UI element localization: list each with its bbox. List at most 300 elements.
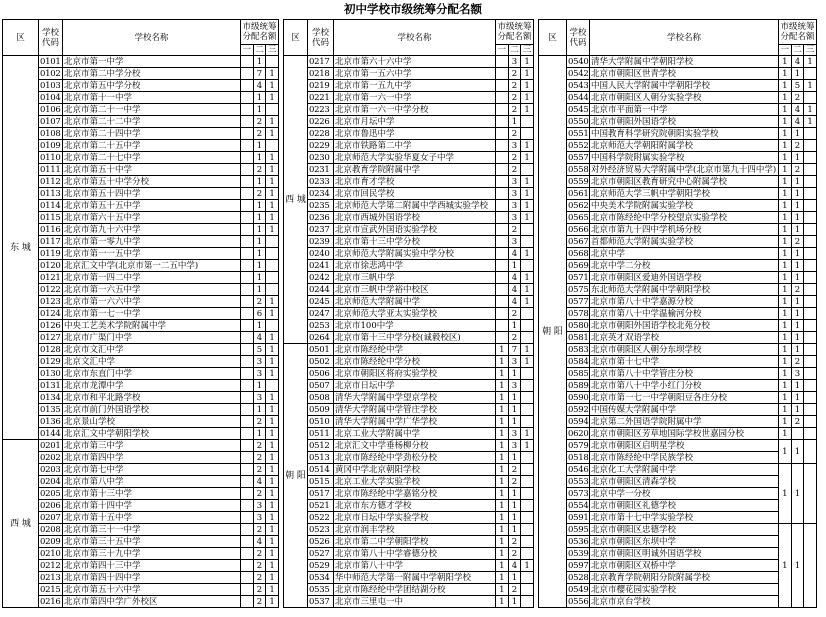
quota-3: 1 bbox=[804, 80, 817, 92]
quota-1: 1 bbox=[779, 392, 792, 404]
school-code: 0122 bbox=[39, 284, 63, 296]
table-row bbox=[3, 404, 279, 416]
school-code: 0124 bbox=[39, 308, 63, 320]
quota-3 bbox=[521, 320, 534, 332]
school-code: 0206 bbox=[39, 500, 63, 512]
quota-1 bbox=[241, 440, 254, 452]
quota-2: 1 bbox=[253, 92, 266, 104]
quota-1: 1 bbox=[779, 380, 792, 392]
table-row bbox=[539, 236, 817, 248]
table-row bbox=[539, 392, 817, 404]
school-code: 0144 bbox=[39, 428, 63, 440]
quota-1: 1 bbox=[779, 188, 792, 200]
quota-1: 1 bbox=[779, 368, 792, 380]
school-code: 0216 bbox=[39, 596, 63, 608]
quota-3: 1 bbox=[521, 248, 534, 260]
school-name: 北京市第八十中学管庄分校 bbox=[590, 368, 779, 380]
quota-2: 1 bbox=[253, 248, 266, 260]
quota-1 bbox=[241, 596, 254, 608]
school-name: 北京市第二中学朝阳学校 bbox=[334, 536, 496, 548]
quota-3: 1 bbox=[266, 224, 279, 236]
school-code: 0215 bbox=[39, 584, 63, 596]
school-name: 北京市第十七中学实验学校 bbox=[590, 512, 779, 524]
table-row bbox=[539, 464, 817, 476]
quota-3: 1 bbox=[266, 572, 279, 584]
school-code: 0101 bbox=[39, 56, 63, 68]
table-row bbox=[539, 512, 817, 524]
school-name: 北京市润丰学校 bbox=[334, 524, 496, 536]
school-code: 0115 bbox=[39, 212, 63, 224]
quota-3: 1 bbox=[804, 116, 817, 128]
school-code: 0546 bbox=[568, 464, 589, 475]
school-name: 北京市西城外国语学校 bbox=[334, 212, 496, 224]
quota-1 bbox=[241, 236, 254, 248]
quota-2: 3 bbox=[508, 200, 521, 212]
quota-3 bbox=[521, 452, 534, 464]
school-name: 北京市第二十五中学 bbox=[63, 140, 241, 152]
table-row bbox=[3, 524, 279, 536]
table-row bbox=[3, 140, 279, 152]
quota-3: 1 bbox=[266, 488, 279, 500]
school-name: 北京师范大学附属实验中学分校 bbox=[334, 248, 496, 260]
school-code: 0219 bbox=[308, 80, 334, 92]
table-row bbox=[3, 560, 279, 572]
school-code: 0508 bbox=[308, 392, 334, 404]
quota-3 bbox=[804, 392, 817, 404]
district-header: 区 bbox=[3, 20, 39, 56]
quota-3 bbox=[804, 404, 817, 416]
school-name: 中央美术学院附属实验学校 bbox=[590, 200, 779, 212]
quota-2: 1 bbox=[253, 380, 266, 392]
quota-2: 4 bbox=[508, 272, 521, 284]
table-row bbox=[3, 344, 279, 356]
school-name: 北京市第二十七中学 bbox=[63, 152, 241, 164]
quota-2: 2 bbox=[791, 92, 804, 104]
quota-3 bbox=[804, 140, 817, 152]
school-name: 北京市陈经纶中学分校望京实验学校 bbox=[590, 212, 779, 224]
quota-2: 1 bbox=[253, 104, 266, 116]
school-code: 0202 bbox=[39, 452, 63, 464]
quota-3 bbox=[804, 296, 817, 308]
school-name: 北京市三里屯一中 bbox=[334, 596, 496, 608]
table-row bbox=[284, 536, 534, 548]
quota-2: 1 bbox=[253, 272, 266, 284]
school-code: 0107 bbox=[39, 116, 63, 128]
table-row bbox=[284, 56, 534, 68]
quota-3: 1 bbox=[266, 152, 279, 164]
school-name: 北京市朝阳区礼德学校 bbox=[590, 500, 779, 512]
school-name: 北京市第三十五中学 bbox=[63, 536, 241, 548]
school-code: 0501 bbox=[308, 344, 334, 356]
quota-2: 1 bbox=[791, 248, 804, 260]
table-row bbox=[539, 344, 817, 356]
quota-3: 1 bbox=[521, 104, 534, 116]
school-code: 0507 bbox=[308, 380, 334, 392]
school-code: 0242 bbox=[308, 272, 334, 284]
quota-1: 1 bbox=[779, 92, 792, 104]
quota-2: 1 bbox=[253, 140, 266, 152]
table-row bbox=[284, 284, 534, 296]
name-header: 学校名称 bbox=[590, 20, 779, 56]
school-name: 北京市第五十五中学 bbox=[63, 200, 241, 212]
quota-3: 1 bbox=[521, 56, 534, 68]
quota-3: 1 bbox=[266, 188, 279, 200]
table-row bbox=[284, 548, 534, 560]
school-name: 北京市第一五九中学 bbox=[334, 80, 496, 92]
quota-3: 1 bbox=[521, 284, 534, 296]
quota-3 bbox=[804, 200, 817, 212]
table-row bbox=[284, 128, 534, 140]
school-code: 0514 bbox=[308, 464, 334, 476]
quota-3: 1 bbox=[266, 176, 279, 188]
school-name: 北京英才双语学校 bbox=[590, 332, 779, 344]
quota-3: 1 bbox=[266, 560, 279, 572]
school-code: 0135 bbox=[39, 404, 63, 416]
school-name: 北京市三帆中学 bbox=[334, 272, 496, 284]
table-row bbox=[284, 500, 534, 512]
quota-3: 1 bbox=[266, 308, 279, 320]
school-code: 0513 bbox=[308, 452, 334, 464]
quota-3: 1 bbox=[804, 56, 817, 68]
quota-2: 3 bbox=[253, 392, 266, 404]
quota-3 bbox=[804, 272, 817, 284]
school-name: 北京市朝阳区东坝中学 bbox=[590, 536, 779, 548]
quota-1 bbox=[241, 80, 254, 92]
school-name: 北京市朝阳区忠德学校 bbox=[590, 524, 779, 536]
quota-3 bbox=[521, 512, 534, 524]
quota-2: 1 bbox=[253, 236, 266, 248]
quota-1: 1 bbox=[779, 80, 792, 92]
table-row bbox=[539, 404, 817, 416]
quota-3 bbox=[521, 524, 534, 536]
table-header bbox=[3, 20, 279, 56]
school-name: 北京市第四十四中学 bbox=[63, 572, 241, 584]
quota-3 bbox=[804, 176, 817, 188]
school-code: 0518 bbox=[568, 452, 589, 463]
quota-1: 1 bbox=[779, 236, 792, 248]
quota-2: 2 bbox=[253, 572, 266, 584]
quota-3: 1 bbox=[266, 92, 279, 104]
quota-1: 1 bbox=[779, 260, 792, 272]
quota-1: 1 bbox=[779, 176, 792, 188]
table-row bbox=[539, 428, 817, 440]
quota-3: 1 bbox=[521, 212, 534, 224]
table-row bbox=[3, 272, 279, 284]
table-row bbox=[539, 188, 817, 200]
school-code: 0109 bbox=[39, 140, 63, 152]
table-row bbox=[539, 476, 817, 488]
school-code: 0559 bbox=[568, 176, 589, 187]
table-row bbox=[539, 92, 817, 104]
quota-3: 1 bbox=[521, 176, 534, 188]
quota-1: 1 bbox=[496, 404, 509, 416]
district-label: 朝 阳 bbox=[539, 56, 567, 608]
quota-2: 1 bbox=[253, 404, 266, 416]
school-code: 0205 bbox=[39, 488, 63, 500]
school-name: 北京市第五十四中学 bbox=[63, 188, 241, 200]
school-name: 北京市第十七中学 bbox=[590, 356, 779, 368]
quota-3 bbox=[521, 476, 534, 488]
school-name: 北京市朝阳区爱迪外国语学校 bbox=[590, 272, 779, 284]
quota-1 bbox=[241, 272, 254, 284]
school-name: 北京市第一七一中学 bbox=[63, 308, 241, 320]
school-name: 北京师范大学亚太实验学校 bbox=[334, 308, 496, 320]
table-row bbox=[3, 512, 279, 524]
table-row bbox=[3, 80, 279, 92]
table-row bbox=[284, 152, 534, 164]
table-row bbox=[3, 392, 279, 404]
quota-3 bbox=[266, 320, 279, 332]
quota-1 bbox=[241, 560, 254, 572]
quota-3: 1 bbox=[266, 512, 279, 524]
quota-1 bbox=[241, 128, 254, 140]
school-name: 北京市第三十一中学 bbox=[63, 524, 241, 536]
quota-3: 1 bbox=[521, 200, 534, 212]
table-row bbox=[284, 104, 534, 116]
school-code: 0515 bbox=[308, 476, 334, 488]
school-name: 北京市第十四中学 bbox=[63, 500, 241, 512]
quota-2: 1 bbox=[791, 200, 804, 212]
school-name: 北京市第十五中学 bbox=[63, 512, 241, 524]
school-name: 北京市第一中学 bbox=[63, 56, 241, 68]
quota-3: 1 bbox=[521, 68, 534, 80]
quota-2: 1 bbox=[253, 260, 266, 272]
school-code: 0120 bbox=[39, 260, 63, 272]
table-row bbox=[3, 224, 279, 236]
table-row bbox=[3, 260, 279, 272]
table-row bbox=[3, 332, 279, 344]
quota-3: 1 bbox=[521, 344, 534, 356]
table-row bbox=[284, 404, 534, 416]
quota-2: 1 bbox=[791, 332, 804, 344]
quota-3: 1 bbox=[266, 344, 279, 356]
school-code: 0511 bbox=[308, 428, 334, 440]
quota-2: 2 bbox=[791, 164, 804, 176]
quota-2: 3 bbox=[253, 368, 266, 380]
school-code: 0529 bbox=[308, 560, 334, 572]
school-name: 北京市第一六一中学 bbox=[334, 92, 496, 104]
quota-1 bbox=[496, 176, 509, 188]
quota-1 bbox=[241, 524, 254, 536]
quota-3 bbox=[521, 164, 534, 176]
quota-2: 2 bbox=[508, 80, 521, 92]
quota-2: 2 bbox=[253, 464, 266, 476]
school-name: 北京市第十一中学 bbox=[63, 92, 241, 104]
table-row bbox=[539, 524, 817, 536]
quota-2: 2 bbox=[253, 116, 266, 128]
school-name: 北京市第五中学分校 bbox=[63, 80, 241, 92]
school-name: 北京市第四中学广外校区 bbox=[63, 596, 241, 608]
quota-3: 1 bbox=[266, 212, 279, 224]
quota-2: 2 bbox=[253, 440, 266, 452]
quota-2: 4 bbox=[253, 476, 266, 488]
school-code: 0209 bbox=[39, 536, 63, 548]
quota-2: 1 bbox=[508, 260, 521, 272]
school-code: 0581 bbox=[568, 332, 589, 343]
quota-3 bbox=[804, 212, 817, 224]
quota-3 bbox=[521, 500, 534, 512]
quota-2: 2 bbox=[508, 548, 521, 560]
table-row bbox=[284, 596, 534, 608]
table-row bbox=[539, 272, 817, 284]
quota-1: 1 bbox=[779, 56, 792, 68]
quota-2: 2 bbox=[508, 536, 521, 548]
school-code: 0106 bbox=[39, 104, 63, 116]
school-code: 0561 bbox=[568, 188, 589, 199]
school-code: 0207 bbox=[39, 512, 63, 524]
quota-3 bbox=[266, 236, 279, 248]
table-row bbox=[284, 272, 534, 284]
school-name: 北京市朝阳区人朝分实验学校 bbox=[590, 92, 779, 104]
school-code: 0569 bbox=[568, 260, 589, 271]
quota-3: 1 bbox=[266, 332, 279, 344]
school-code: 0217 bbox=[308, 56, 334, 68]
quota-1: 1 bbox=[496, 344, 509, 356]
quota-2: 1 bbox=[253, 176, 266, 188]
table-row bbox=[3, 92, 279, 104]
quota-2: 2 bbox=[791, 236, 804, 248]
school-name: 北京市宣武外国语实验学校 bbox=[334, 224, 496, 236]
quota-3: 1 bbox=[266, 464, 279, 476]
school-name: 北京市樱花园实验学校 bbox=[590, 584, 779, 596]
quota-2 bbox=[791, 428, 804, 440]
school-name: 北京市平面第一中学 bbox=[590, 104, 779, 116]
quota-3 bbox=[521, 584, 534, 596]
quota-1: 1 bbox=[496, 572, 509, 584]
quota-2: 1 bbox=[791, 296, 804, 308]
school-code: 0210 bbox=[39, 548, 63, 560]
school-name: 北京市第一五六中学 bbox=[334, 68, 496, 80]
quota-2: 2 bbox=[508, 584, 521, 596]
table-row bbox=[284, 380, 534, 392]
district-label: 西 城 bbox=[284, 56, 308, 344]
table-row bbox=[3, 248, 279, 260]
quota-1 bbox=[241, 584, 254, 596]
school-name: 北京师范大学三帆中学朝阳学校 bbox=[590, 188, 779, 200]
school-code: 0506 bbox=[308, 368, 334, 380]
quota-1 bbox=[241, 116, 254, 128]
school-code: 0112 bbox=[39, 176, 63, 188]
school-code: 0551 bbox=[568, 128, 589, 139]
school-code: 0208 bbox=[39, 524, 63, 536]
school-code: 0127 bbox=[39, 332, 63, 344]
table-row bbox=[284, 368, 534, 380]
school-code: 0620 bbox=[568, 428, 589, 439]
quota-1: 1 bbox=[779, 164, 792, 176]
school-code: 0121 bbox=[39, 272, 63, 284]
quota-2: 1 bbox=[508, 392, 521, 404]
quota-2: 2 bbox=[253, 164, 266, 176]
quota-2: 2 bbox=[508, 476, 521, 488]
table-row bbox=[284, 464, 534, 476]
quota-1: 1 bbox=[496, 512, 509, 524]
table-row bbox=[539, 176, 817, 188]
school-name: 北京教育学院朝阳分院附属学校 bbox=[590, 572, 779, 584]
quota-1 bbox=[496, 272, 509, 284]
table-row bbox=[3, 164, 279, 176]
quota-1 bbox=[241, 548, 254, 560]
header-row bbox=[3, 20, 279, 45]
quota-3: 1 bbox=[266, 536, 279, 548]
table-row bbox=[3, 584, 279, 596]
quota-2: 2 bbox=[791, 140, 804, 152]
school-name: 北京市和平北路学校 bbox=[63, 392, 241, 404]
school-code: 0114 bbox=[39, 200, 63, 212]
quota-1: 1 bbox=[496, 560, 509, 572]
quota-3: 1 bbox=[266, 416, 279, 428]
quota-2: 4 bbox=[791, 104, 804, 116]
school-code: 0235 bbox=[308, 200, 334, 212]
code-header: 学校代码 bbox=[39, 20, 63, 56]
table-row bbox=[3, 236, 279, 248]
page-title: 初中学校市级统筹分配名额 bbox=[344, 2, 482, 16]
table-header bbox=[539, 20, 817, 56]
school-name: 清华大学附属中学望京学校 bbox=[334, 392, 496, 404]
quota-1 bbox=[241, 320, 254, 332]
quota-3: 1 bbox=[266, 68, 279, 80]
school-code: 0116 bbox=[39, 224, 63, 236]
table-row bbox=[539, 440, 817, 452]
school-name: 北京市朝阳区清森学校 bbox=[590, 476, 779, 488]
school-code: 0117 bbox=[39, 236, 63, 248]
school-code: 0534 bbox=[308, 572, 334, 584]
table-row bbox=[3, 500, 279, 512]
school-code: 0212 bbox=[39, 560, 63, 572]
quota-2: 2 bbox=[253, 560, 266, 572]
quota-1 bbox=[496, 236, 509, 248]
table-row bbox=[284, 344, 534, 356]
quota-3 bbox=[804, 464, 817, 524]
quota-1: 1 bbox=[779, 152, 792, 164]
quota-3 bbox=[521, 236, 534, 248]
table-row bbox=[539, 584, 817, 596]
table-row bbox=[539, 368, 817, 380]
school-name: 北京市朝阳区教育研究中心附属学校 bbox=[590, 176, 779, 188]
quota-2: 3 bbox=[508, 440, 521, 452]
school-code: 0549 bbox=[568, 584, 589, 595]
quota-2: 3 bbox=[508, 356, 521, 368]
school-code: 0502 bbox=[308, 356, 334, 368]
quota-1 bbox=[241, 392, 254, 404]
quota-2: 1 bbox=[791, 272, 804, 284]
quota-2: 1 bbox=[791, 68, 804, 80]
school-code: 0223 bbox=[308, 104, 334, 116]
quota-1 bbox=[496, 116, 509, 128]
code-header: 学校代码 bbox=[567, 20, 590, 56]
quota-3: 1 bbox=[266, 404, 279, 416]
quota-1 bbox=[241, 512, 254, 524]
quota-header: 市级统筹分配名额 bbox=[241, 20, 279, 45]
quota-2: 1 bbox=[791, 464, 804, 524]
quota-2: 1 bbox=[508, 512, 521, 524]
quota-1 bbox=[496, 332, 509, 344]
quota-1: 1 bbox=[496, 464, 509, 476]
school-code: 0108 bbox=[39, 128, 63, 140]
school-code: 0234 bbox=[308, 188, 334, 200]
quota-2: 1 bbox=[253, 428, 266, 440]
quota-1 bbox=[241, 368, 254, 380]
quota-1 bbox=[496, 224, 509, 236]
school-code: 0111 bbox=[39, 164, 63, 176]
table-row bbox=[539, 284, 817, 296]
table-row bbox=[539, 164, 817, 176]
quota-3 bbox=[521, 464, 534, 476]
table-row bbox=[284, 476, 534, 488]
code-header: 学校代码 bbox=[308, 20, 334, 56]
quota-2: 1 bbox=[508, 500, 521, 512]
quota-1 bbox=[496, 200, 509, 212]
quota-3: 1 bbox=[266, 548, 279, 560]
